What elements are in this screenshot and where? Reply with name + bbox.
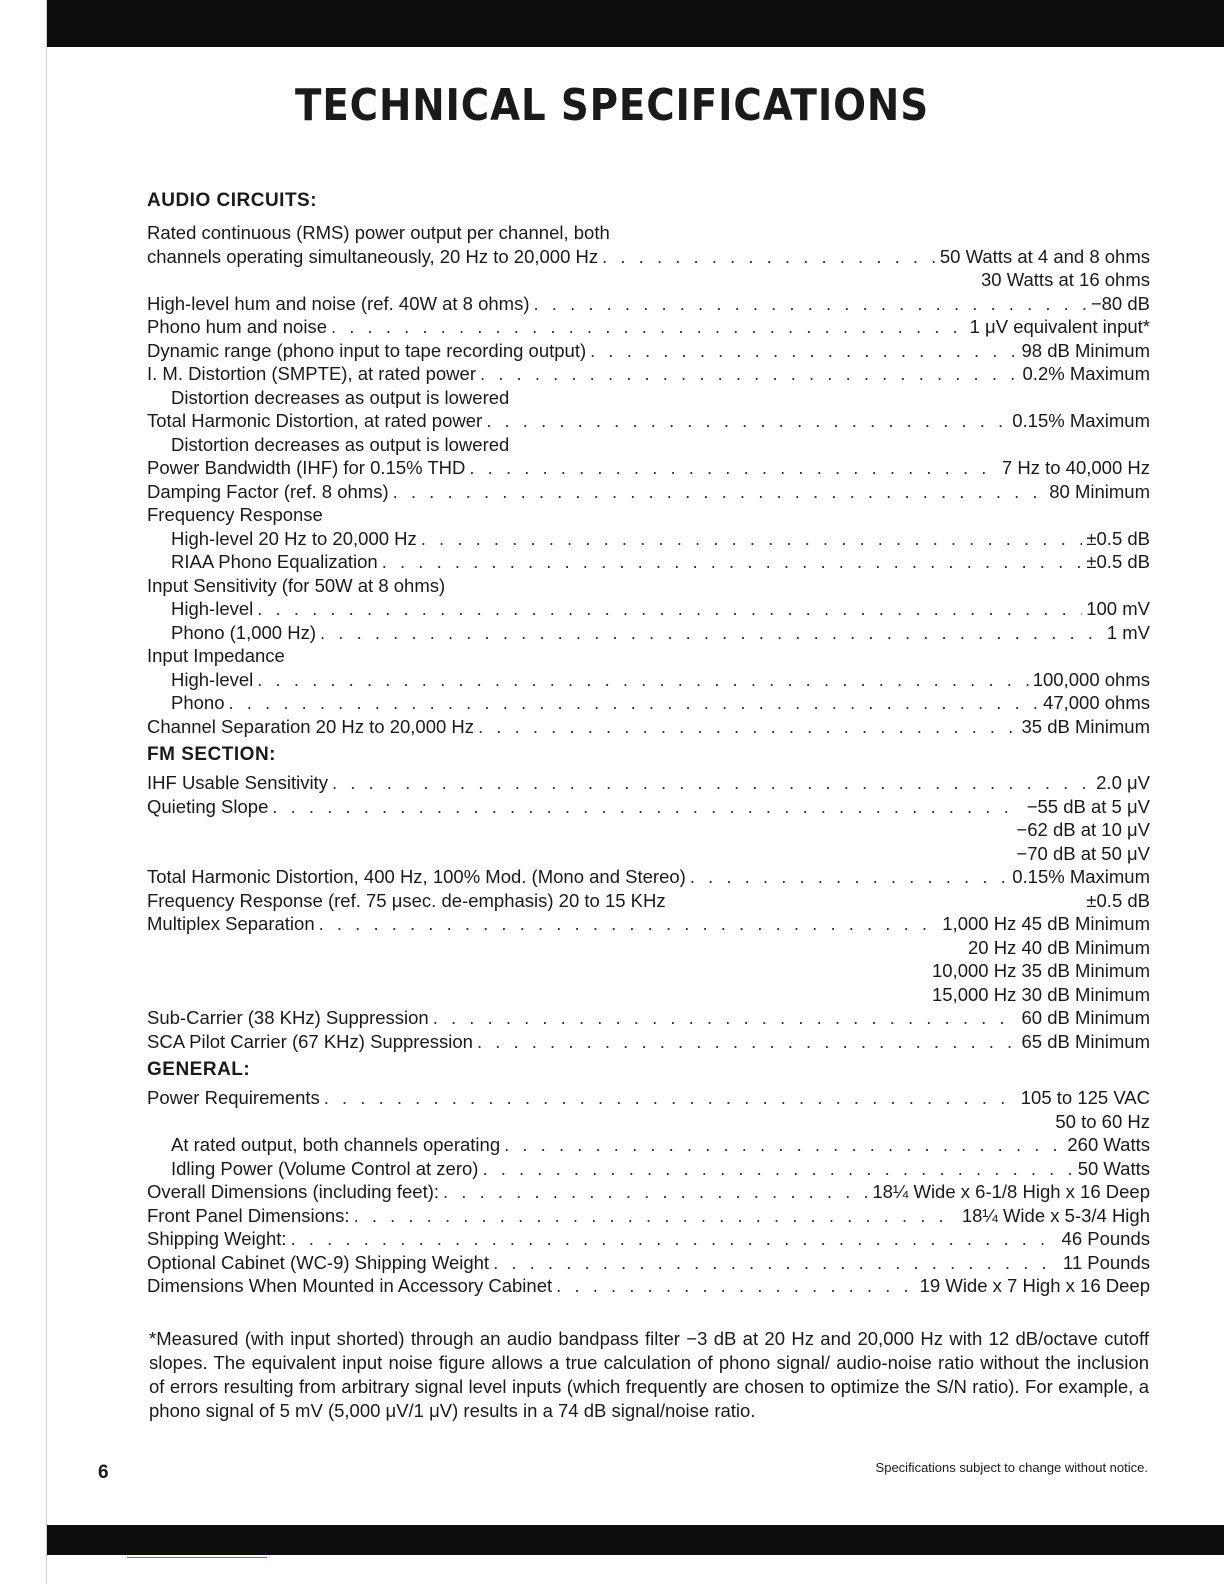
spec-label: Front Panel Dimensions: xyxy=(147,1204,350,1226)
footnote: *Measured (with input shorted) through an audio bandpass filter −3 dB at 20 Hz and 20,000 Hz with 12 dB/octave cutoff slopes. The equivalent input noise figure allows a true calculation of phono signal/ audio-noise ratio without the inclusion of errors resulting from arbitrary signal level inputs (which frequently are chosen to optimize the S/N ratio). For example, a phono signal of 5 mV (5,000 μV/1 μV) results in a 74 dB signal/noise ratio. xyxy=(149,1328,1149,1421)
spec-row xyxy=(147,889,1150,913)
spec-row xyxy=(147,550,1150,574)
spec-row xyxy=(147,936,1150,960)
binding-margin-line xyxy=(46,0,47,1584)
spec-row xyxy=(147,480,1150,504)
spec-label: Damping Factor (ref. 8 ohms) xyxy=(147,480,389,502)
spec-row xyxy=(147,386,1150,410)
spec-value: 80 Minimum xyxy=(1049,480,1150,502)
leader-dots xyxy=(690,865,1008,889)
spec-value: ±0.5 dB xyxy=(1086,889,1150,911)
spec-row xyxy=(147,433,1150,457)
spec-label: Sub-Carrier (38 KHz) Suppression xyxy=(147,1007,429,1028)
spec-label: High-level 20 Hz to 20,000 Hz xyxy=(171,527,417,549)
spec-label: RIAA Phono Equalization xyxy=(171,551,378,572)
spec-label: IHF Usable Sensitivity xyxy=(147,772,328,793)
spec-row xyxy=(147,1006,1150,1030)
spec-row xyxy=(147,959,1150,983)
spec-label: Power Bandwidth (IHF) for 0.15% THD xyxy=(147,457,466,478)
spec-value: −55 dB at 5 μV xyxy=(1026,795,1150,817)
spec-value: −62 dB at 10 μV xyxy=(1016,819,1150,840)
spec-row xyxy=(147,1110,1150,1134)
leader-dots xyxy=(320,621,1103,645)
spec-label: High-level hum and noise (ref. 40W at 8 ohms) xyxy=(147,292,530,314)
spec-value: 15,000 Hz 30 dB Minimum xyxy=(932,983,1150,1005)
spec-row xyxy=(147,983,1150,1007)
spec-label: Total Harmonic Distortion, 400 Hz, 100% Mod. (Mono and Stereo) xyxy=(147,866,686,887)
spec-row xyxy=(147,865,1150,889)
spec-row xyxy=(147,221,1150,245)
leader-dots xyxy=(354,1204,958,1228)
section-heading: AUDIO CIRCUITS: xyxy=(147,190,318,211)
spec-row xyxy=(147,715,1150,739)
spec-row xyxy=(147,912,1150,936)
spec-value: 1 μV equivalent input* xyxy=(969,316,1150,337)
leader-dots xyxy=(291,1227,1058,1251)
section-heading: FM SECTION: xyxy=(147,744,276,765)
spec-value: 2.0 μV xyxy=(1096,772,1150,793)
spec-row xyxy=(147,644,1150,668)
spec-label: Frequency Response xyxy=(147,504,323,525)
page-number: 6 xyxy=(98,1462,109,1483)
scan-artifact-line xyxy=(127,1557,267,1558)
leader-dots xyxy=(556,1274,916,1298)
leader-dots xyxy=(486,409,1008,433)
leader-dots xyxy=(478,715,1017,739)
spec-row xyxy=(147,292,1150,316)
spec-label: High-level xyxy=(171,668,254,690)
spec-row xyxy=(147,1030,1150,1054)
spec-value: 1,000 Hz 45 dB Minimum xyxy=(942,913,1150,934)
leader-dots xyxy=(257,668,1028,692)
spec-row xyxy=(147,1274,1150,1298)
spec-label: channels operating simultaneously, 20 Hz to 20,000 Hz xyxy=(147,245,599,267)
leader-dots xyxy=(504,1133,1063,1157)
spec-value: −70 dB at 50 μV xyxy=(1016,842,1150,864)
spec-row xyxy=(147,1157,1150,1181)
spec-label: Quieting Slope xyxy=(147,795,269,817)
leader-dots xyxy=(590,339,1017,363)
leader-dots xyxy=(332,771,1092,795)
spec-row xyxy=(147,795,1150,819)
spec-label: At rated output, both channels operating xyxy=(171,1134,501,1155)
leader-dots xyxy=(331,315,966,339)
leader-dots xyxy=(324,1086,1017,1110)
spec-label: Phono (1,000 Hz) xyxy=(171,621,317,643)
leader-dots xyxy=(469,456,998,480)
spec-value: 50 Watts at 4 and 8 ohms xyxy=(939,245,1150,267)
spec-label: Dimensions When Mounted in Accessory Cabinet xyxy=(147,1275,553,1296)
spec-row xyxy=(147,842,1150,866)
spec-row xyxy=(147,409,1150,433)
spec-row xyxy=(147,771,1150,795)
top-black-band xyxy=(47,0,1224,47)
leader-dots xyxy=(393,480,1046,504)
specifications-list xyxy=(147,187,1150,1298)
spec-value: 46 Pounds xyxy=(1061,1228,1150,1249)
spec-label: Multiplex Separation xyxy=(147,913,315,934)
spec-label: Total Harmonic Distortion, at rated power xyxy=(147,410,483,431)
disclaimer-note: Specifications subject to change without notice. xyxy=(875,1460,1148,1475)
spec-row xyxy=(147,245,1150,269)
leader-dots xyxy=(319,912,939,936)
spec-value: 1 mV xyxy=(1106,621,1150,643)
spec-row xyxy=(147,1086,1150,1110)
spec-row xyxy=(147,527,1150,551)
spec-label: Idling Power (Volume Control at zero) xyxy=(171,1157,479,1179)
leader-dots xyxy=(480,362,1019,386)
spec-value: 100 mV xyxy=(1086,598,1150,619)
leader-dots xyxy=(272,795,1022,819)
spec-label: Shipping Weight: xyxy=(147,1228,287,1249)
spec-value: 20 Hz 40 dB Minimum xyxy=(968,936,1150,958)
spec-value: 65 dB Minimum xyxy=(1021,1030,1150,1052)
spec-value: 11 Pounds xyxy=(1062,1251,1150,1273)
spec-label: SCA Pilot Carrier (67 KHz) Suppression xyxy=(147,1030,473,1052)
spec-value: ±0.5 dB xyxy=(1086,527,1150,549)
spec-value: 47,000 ohms xyxy=(1043,692,1150,713)
spec-row xyxy=(147,668,1150,692)
spec-row xyxy=(147,315,1150,339)
spec-label: Phono xyxy=(171,692,225,713)
spec-label: I. M. Distortion (SMPTE), at rated power xyxy=(147,363,476,384)
spec-value: 10,000 Hz 35 dB Minimum xyxy=(932,960,1150,981)
spec-row xyxy=(147,456,1150,480)
spec-value: 18¼ Wide x 6-1/8 High x 16 Deep xyxy=(872,1181,1150,1202)
spec-value: 50 Watts xyxy=(1077,1157,1150,1179)
spec-label: Power Requirements xyxy=(147,1087,320,1108)
spec-value: 0.15% Maximum xyxy=(1012,866,1150,887)
leader-dots xyxy=(382,550,1083,574)
spec-row xyxy=(147,818,1150,842)
spec-value: 35 dB Minimum xyxy=(1021,715,1150,737)
leader-dots xyxy=(602,245,936,269)
leader-dots xyxy=(534,292,1087,316)
spec-row xyxy=(147,1227,1150,1251)
spec-value: ±0.5 dB xyxy=(1086,551,1150,572)
spec-row xyxy=(147,691,1150,715)
spec-row xyxy=(147,339,1150,363)
bottom-black-band xyxy=(47,1525,1224,1555)
leader-dots xyxy=(493,1251,1059,1275)
spec-label: Optional Cabinet (WC-9) Shipping Weight xyxy=(147,1251,490,1273)
spec-row xyxy=(147,597,1150,621)
spec-label: Distortion decreases as output is lowered xyxy=(171,386,510,408)
spec-row xyxy=(147,1204,1150,1228)
spec-label: Dynamic range (phono input to tape recording output) xyxy=(147,339,587,361)
spec-value: 7 Hz to 40,000 Hz xyxy=(1001,457,1150,478)
leader-dots xyxy=(443,1180,868,1204)
page-title: TECHNICAL SPECIFICATIONS xyxy=(295,80,929,131)
spec-value: 50 to 60 Hz xyxy=(1055,1110,1150,1132)
leader-dots xyxy=(477,1030,1018,1054)
leader-dots xyxy=(421,527,1083,551)
leader-dots xyxy=(257,597,1082,621)
leader-dots xyxy=(482,1157,1073,1181)
spec-row xyxy=(147,574,1150,598)
spec-value: 0.15% Maximum xyxy=(1012,410,1150,431)
spec-label: Overall Dimensions (including feet): xyxy=(147,1181,440,1202)
spec-value: 100,000 ohms xyxy=(1032,668,1150,690)
section-heading: GENERAL: xyxy=(147,1059,251,1080)
spec-value: 105 to 125 VAC xyxy=(1020,1087,1150,1108)
spec-value: 0.2% Maximum xyxy=(1022,363,1150,384)
spec-row xyxy=(147,1180,1150,1204)
spec-label: Input Impedance xyxy=(147,645,285,666)
spec-label: High-level xyxy=(171,598,254,619)
spec-row xyxy=(147,503,1150,527)
spec-value: 18¼ Wide x 5-3/4 High xyxy=(961,1204,1150,1226)
spec-label: Distortion decreases as output is lowered xyxy=(171,433,510,455)
leader-dots xyxy=(433,1006,1018,1030)
spec-label: Frequency Response (ref. 75 μsec. de-emphasis) 20 to 15 KHz xyxy=(147,889,666,911)
spec-value: 98 dB Minimum xyxy=(1021,339,1150,361)
spec-value: −80 dB xyxy=(1090,292,1150,314)
spec-row xyxy=(147,621,1150,645)
spec-row xyxy=(147,1251,1150,1275)
spec-label: Phono hum and noise xyxy=(147,316,327,337)
spec-label: Rated continuous (RMS) power output per channel, both xyxy=(147,222,610,243)
spec-row xyxy=(147,1133,1150,1157)
leader-dots xyxy=(229,691,1040,715)
spec-value: 19 Wide x 7 High x 16 Deep xyxy=(919,1275,1150,1296)
spec-label: Input Sensitivity (for 50W at 8 ohms) xyxy=(147,574,446,596)
spec-row xyxy=(147,268,1150,292)
spec-value: 30 Watts at 16 ohms xyxy=(981,269,1150,290)
spec-label: Channel Separation 20 Hz to 20,000 Hz xyxy=(147,715,475,737)
spec-value: 60 dB Minimum xyxy=(1021,1007,1150,1028)
spec-row xyxy=(147,362,1150,386)
spec-value: 260 Watts xyxy=(1067,1134,1150,1155)
